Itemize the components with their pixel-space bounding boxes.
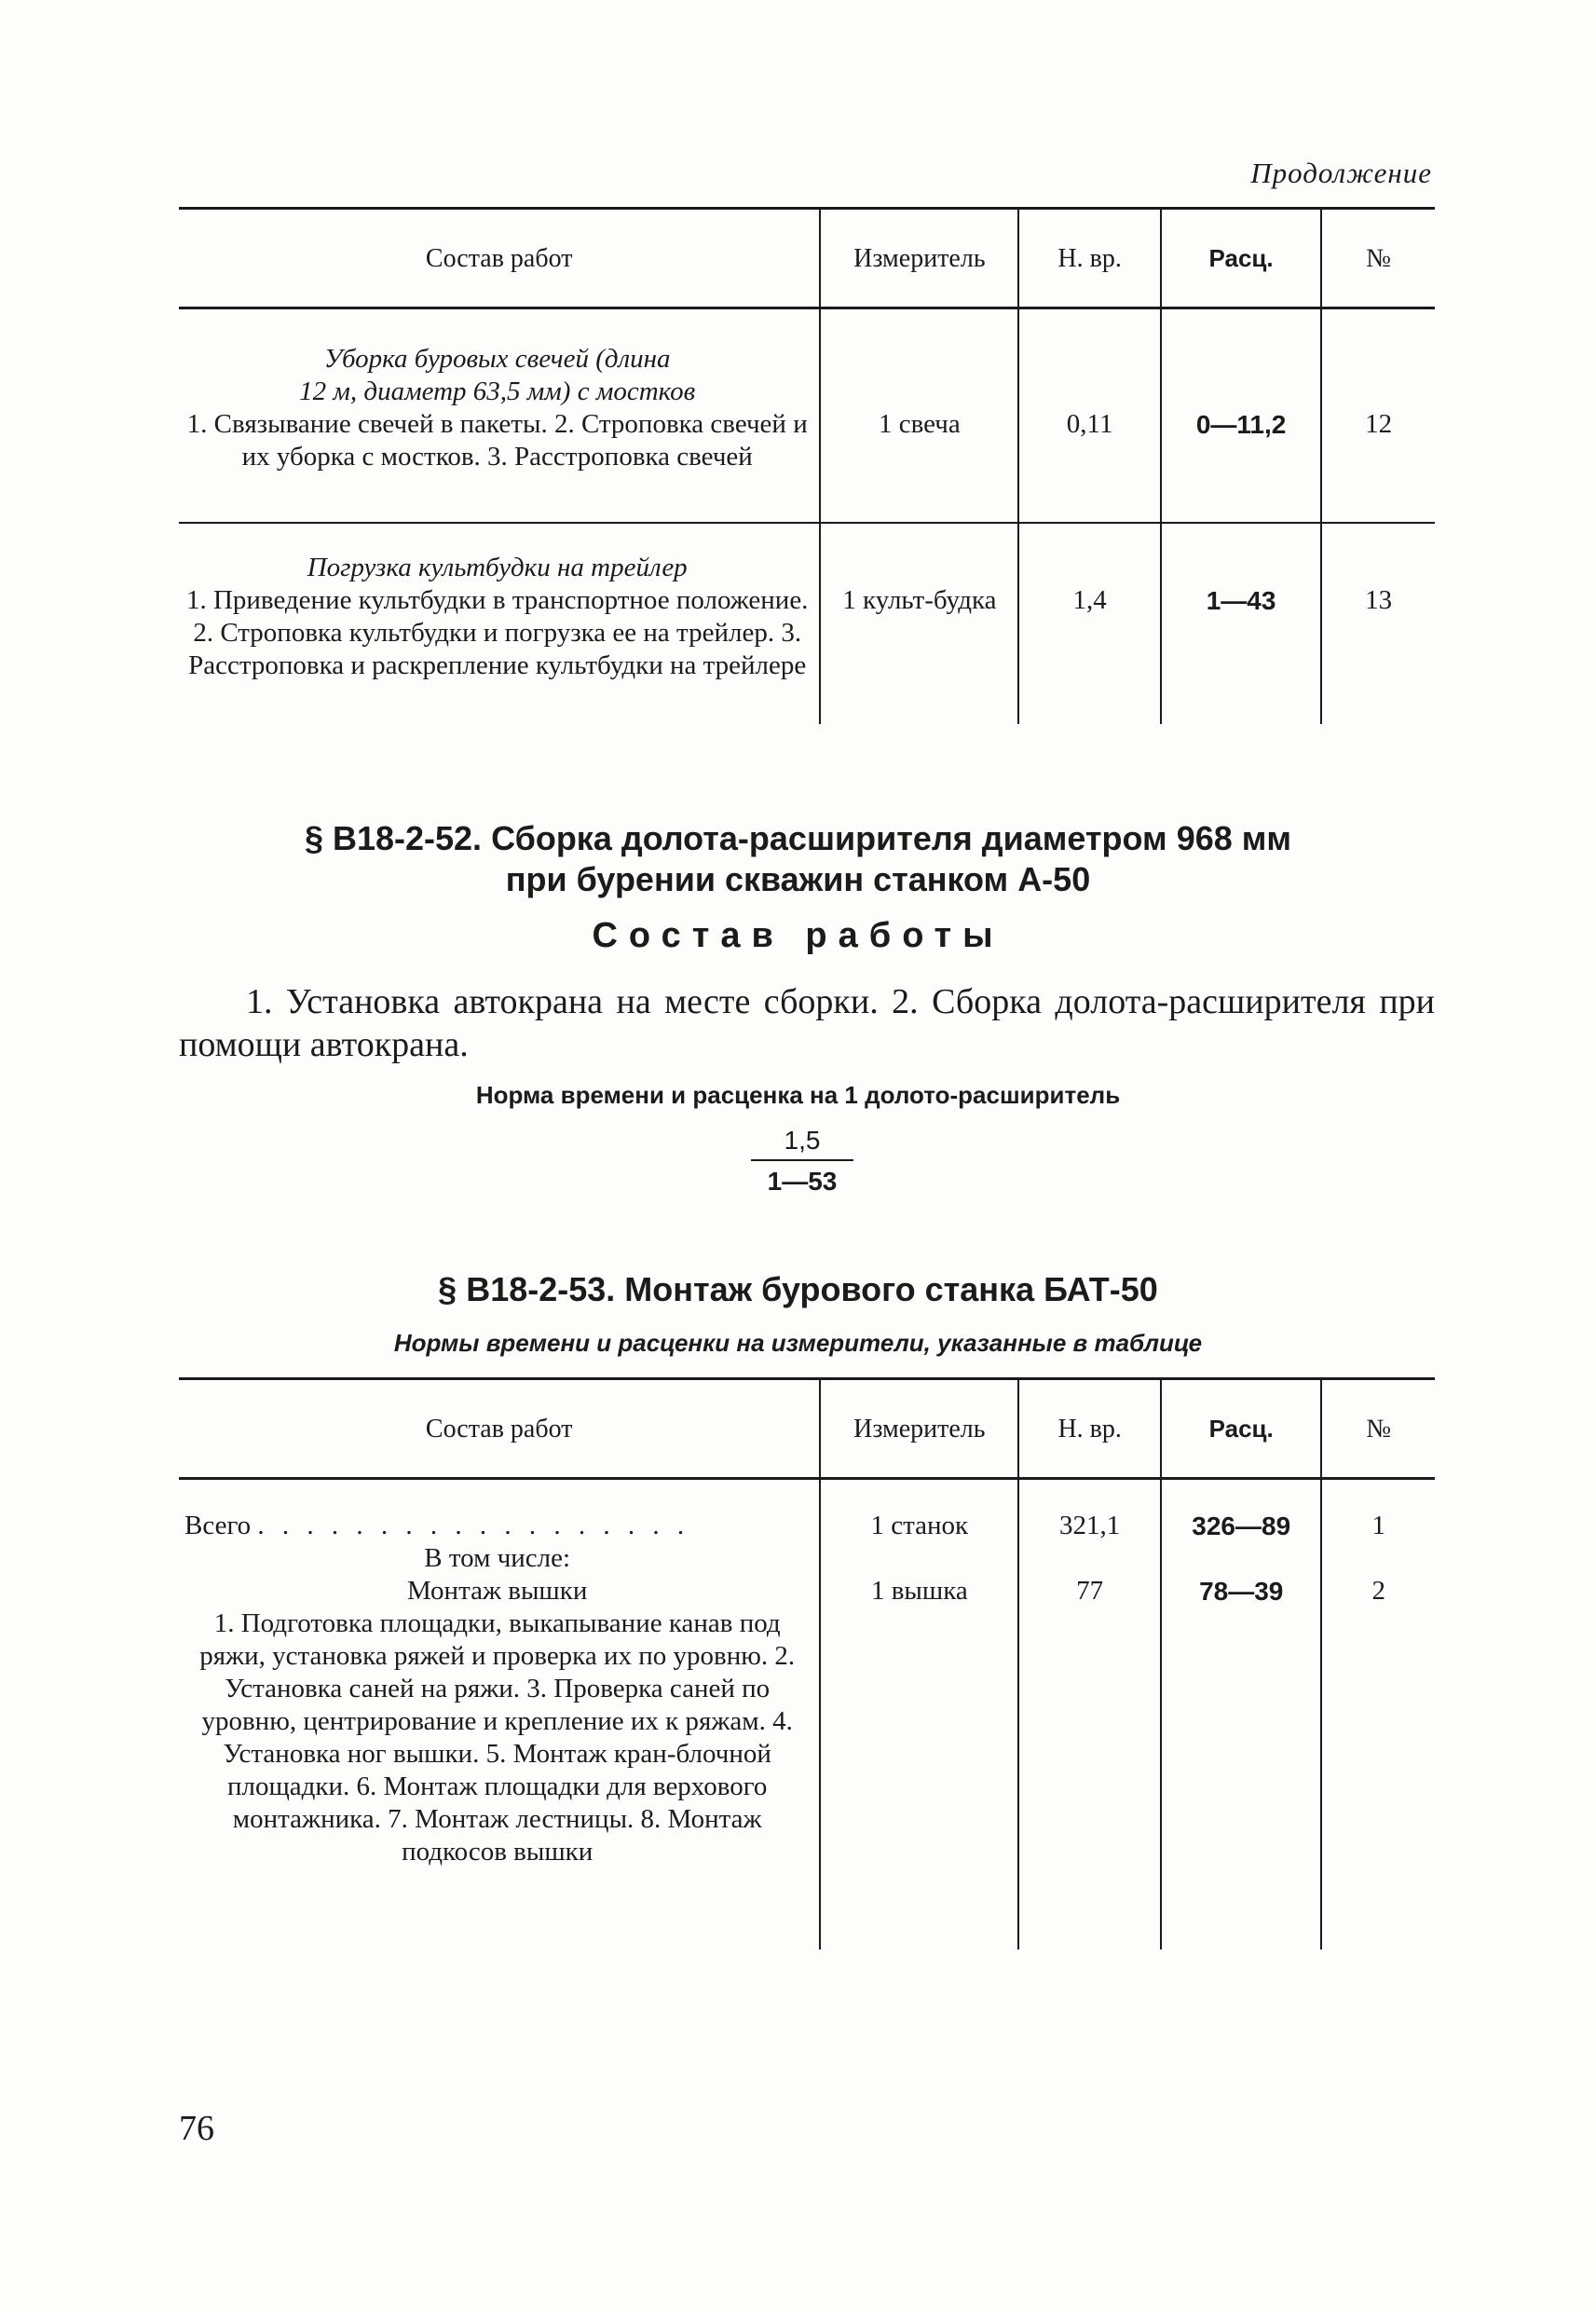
unit-cell: 1 свеча [820, 308, 1018, 523]
col-header-time-norm: Н. вр. [1018, 1379, 1161, 1479]
total-time-norm: 321,1 [1059, 1511, 1121, 1540]
total-rate: 326—89 [1192, 1512, 1291, 1540]
sub-time-norm: 77 [1076, 1576, 1104, 1606]
total-line [184, 1510, 810, 1542]
col-header-number: № [1321, 1379, 1435, 1479]
table-caption: Нормы времени и расценки на измерители, указанные в таблице [393, 1329, 1203, 1357]
table-row [179, 523, 1435, 724]
col-header-rate: Расц. [1161, 1379, 1321, 1479]
unit-cell [820, 1479, 1018, 1949]
total-label: Всего [184, 1511, 252, 1540]
leader-dots: . . . . . . . . . . . . . . . . . . [257, 1511, 690, 1540]
work-description [179, 1479, 820, 1949]
sub-unit: 1 вышка [870, 1576, 968, 1606]
col-header-unit: Измеритель [820, 1379, 1018, 1479]
section-heading-line: при бурении скважин станком А-50 [505, 860, 1091, 898]
section-heading-line: § В18-2-52. Сборка долота-расширителя диаметром 968 мм [304, 819, 1292, 857]
time-norm-value: 1,5 [751, 1124, 853, 1161]
norm-caption: Норма времени и расценка на 1 долото-расширитель [475, 1081, 1121, 1109]
work-text: 1. Подготовка площадки, выкапывание канав под ряжи, установка ряжей и проверка их по уровню. 2. Установка саней на ряжи. 3. Проверка саней по уровню, центрирование и крепление их к ряжам. 4. Установка ног вышки. 5. Монтаж кран-блочной площадки. 6. Монтаж площадки для верхового монтажника. 7. Монтаж лестницы. 8. Монтаж подкосов вышки [199, 1608, 796, 1867]
norm-fraction [751, 1124, 853, 1198]
sub-number: 2 [1371, 1576, 1385, 1606]
col-header-rate: Расц. [1161, 209, 1321, 308]
continuation-label: Продолжение [1250, 157, 1432, 189]
total-number: 1 [1371, 1511, 1385, 1540]
total-unit: 1 станок [870, 1511, 969, 1540]
work-composition-subheading: Состав работы [592, 916, 1004, 955]
page-number: 76 [179, 2109, 214, 2148]
col-header-work: Состав работ [179, 1379, 820, 1479]
table-row [179, 308, 1435, 523]
number-cell: 13 [1321, 523, 1435, 724]
section-heading: § В18-2-53. Монтаж бурового станка БАТ-50 [438, 1270, 1158, 1308]
unit-cell: 1 культ-будка [820, 523, 1018, 724]
time-norm-cell: 1,4 [1018, 523, 1160, 724]
work-text: 1. Приведение культбудки в транспортное положение. 2. Строповка культбудки и погрузка ее на трейлер. 3. Расстроповка и раскрепление культбудки на трейлере [185, 584, 809, 680]
number-cell: 12 [1321, 308, 1435, 523]
col-header-time-norm: Н. вр. [1018, 209, 1160, 308]
col-header-work: Состав работ [179, 209, 820, 308]
sub-rate: 78—39 [1199, 1577, 1284, 1606]
work-description [179, 308, 820, 523]
col-header-number: № [1321, 209, 1435, 308]
work-title-line: Погрузка культбудки на трейлер [307, 552, 688, 582]
including-label: В том числе: [424, 1543, 571, 1573]
work-description [179, 523, 820, 724]
table-row [179, 1479, 1435, 1949]
work-title-line: Уборка буровых свечей (длина [323, 344, 671, 374]
work-composition-paragraph: 1. Установка автокрана на месте сборки. 2. Сборка долота-расширителя при помощи автокрана. [179, 982, 1435, 1064]
section-heading [0, 818, 1596, 900]
subwork-title: Монтаж вышки [406, 1576, 588, 1606]
work-title-line: 12 м, диаметр 63,5 мм) с мостков [299, 376, 696, 406]
time-norm-cell [1018, 1479, 1161, 1949]
work-text: 1. Связывание свечей в пакеты. 2. Строповка свечей и их уборка с мостков. 3. Расстроповка свечей [186, 409, 808, 472]
number-cell [1321, 1479, 1435, 1949]
rate-value: 1—53 [767, 1167, 838, 1196]
col-header-unit: Измеритель [820, 209, 1018, 308]
rate-cell: 0—11,2 [1161, 308, 1321, 523]
time-norm-cell: 0,11 [1018, 308, 1160, 523]
rate-cell [1161, 1479, 1321, 1949]
rate-cell: 1—43 [1161, 523, 1321, 724]
norms-table-bat50 [179, 1377, 1435, 1949]
norms-table-continued [179, 207, 1435, 724]
